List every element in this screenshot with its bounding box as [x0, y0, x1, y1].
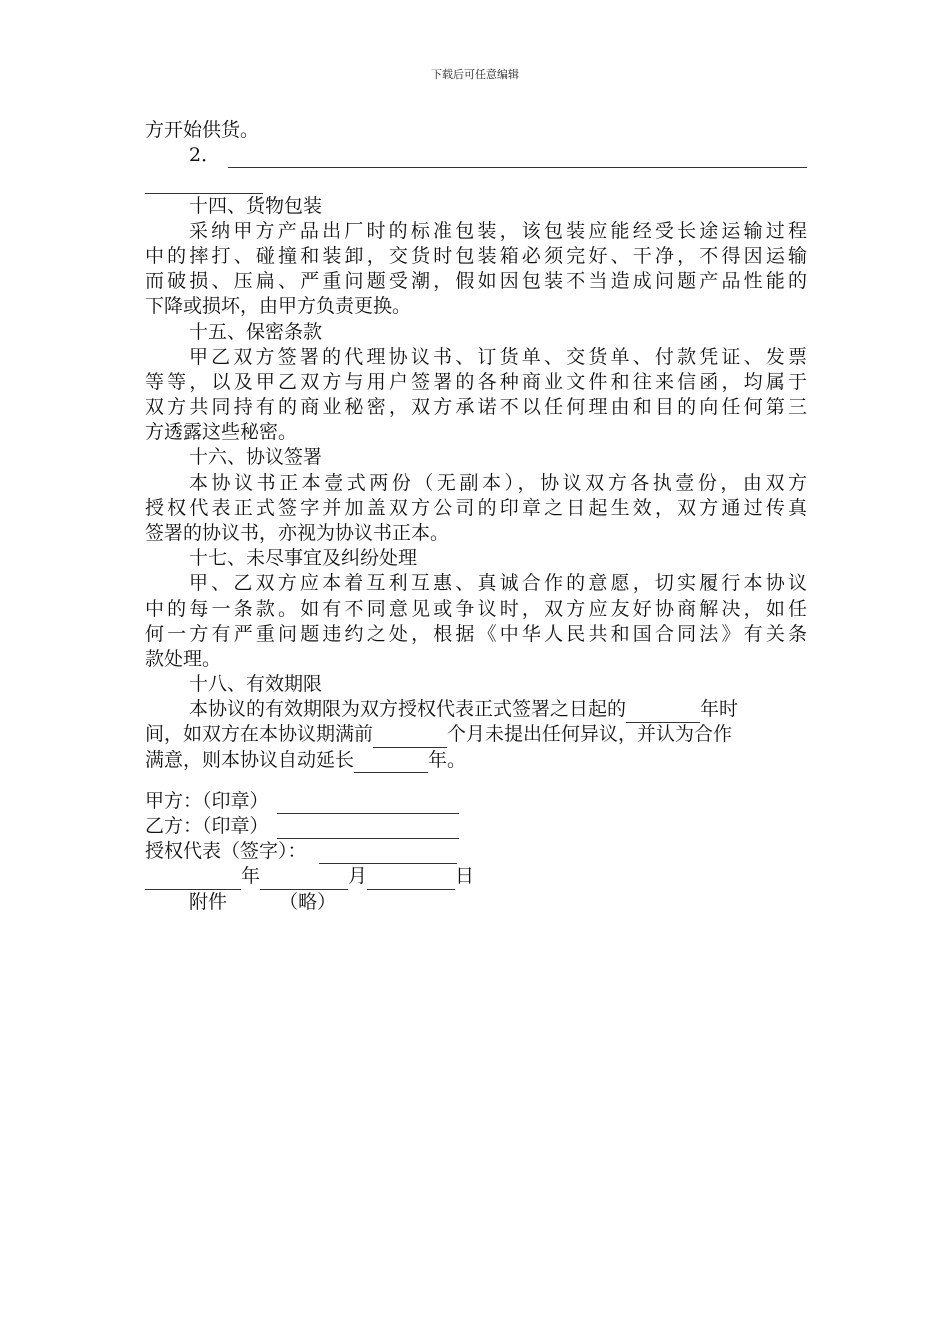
section-18-text: 本协议的有效期限为双方授权代表正式签署之日起的 — [189, 698, 627, 721]
item-2-row — [145, 143, 807, 168]
day-blank[interactable] — [367, 871, 455, 890]
month-blank[interactable] — [260, 871, 348, 890]
attachment-note: （略） — [279, 890, 337, 913]
day-label: 日 — [455, 865, 475, 888]
attachment-label: 附件 — [189, 890, 228, 913]
section-18-text: 年。 — [428, 748, 467, 771]
item-2-blank[interactable] — [228, 149, 807, 168]
page-header: 下载后可任意编辑 — [431, 68, 519, 81]
section-18-line — [145, 697, 807, 722]
attachment-row — [145, 890, 807, 915]
representative-row — [145, 839, 807, 864]
section-16-title: 十六、协议签署 — [189, 446, 323, 469]
section-14-line: 采纳甲方产品出厂时的标准包装，该包装应能经受长途运输过程 — [189, 219, 807, 242]
section-15-line: 甲乙双方签署的代理协议书、订货单、交货单、付款凭证、发票 — [189, 345, 807, 368]
term-years-blank[interactable] — [626, 704, 700, 723]
section-17-line: 中的每一条款。如有不同意见或争议时，双方应友好协商解决，如任 — [145, 597, 807, 620]
year-blank[interactable] — [145, 871, 241, 890]
section-16-line: 签署的协议书，亦视为协议书正本。 — [145, 522, 450, 544]
item-2-blank-continued[interactable] — [145, 175, 263, 194]
section-17-line: 款处理。 — [145, 647, 222, 670]
section-18-title: 十八、有效期限 — [189, 673, 323, 696]
party-a-row — [145, 789, 807, 814]
month-label: 月 — [348, 865, 368, 888]
notice-months-blank[interactable] — [373, 729, 447, 748]
section-18-text: 间，如双方在本协议期满前 — [145, 723, 374, 746]
representative-label: 授权代表（签字）： — [145, 840, 307, 863]
item-2-label: 2． — [189, 144, 221, 167]
party-b-row — [145, 814, 807, 839]
party-a-seal-blank[interactable] — [277, 795, 459, 814]
section-15-line: 等等，以及甲乙双方与用户签署的各种商业文件和往来信函，均属于 — [145, 370, 807, 393]
item-2-continuation — [145, 168, 807, 193]
party-b-seal-blank[interactable] — [277, 820, 459, 839]
document-body — [145, 118, 807, 915]
representative-signature-blank[interactable] — [319, 845, 457, 864]
section-18-line — [145, 748, 807, 773]
section-17-line: 何一方有严重问题违约之处，根据《中华人民共和国合同法》有关条 — [145, 622, 807, 645]
section-17-line: 甲、乙双方应本着互利互惠、真诚合作的意愿，切实履行本协议 — [189, 572, 807, 595]
section-15-title: 十五、保密条款 — [189, 320, 323, 343]
section-14-line: 中的摔打、碰撞和装卸，交货时包装箱必须完好、干净，不得因运输 — [145, 244, 807, 267]
section-18-text: 满意，则本协议自动延长 — [145, 748, 355, 771]
section-16-line: 授权代表正式签字并加盖双方公司的印章之日起生效，双方通过传真 — [145, 496, 807, 519]
party-b-label: 乙方：（印章） — [145, 815, 269, 838]
section-14-line: 下降或损坏，由甲方负责更换。 — [145, 295, 412, 318]
section-18-text: 个月未提出任何异议，并认为合作 — [447, 723, 733, 746]
section-17-title: 十七、未尽事宜及纠纷处理 — [189, 547, 418, 570]
paragraph-line: 方开始供货。 — [145, 119, 260, 141]
section-18-text: 年时 — [700, 698, 739, 721]
section-14-title: 十四、货物包装 — [189, 194, 323, 217]
section-14-line: 而破损、压扁、严重问题受潮，假如因包装不当造成问题产品性能的 — [145, 270, 807, 293]
section-16-line: 本协议书正本壹式两份（无副本），协议双方各执壹份，由双方 — [189, 471, 807, 494]
extension-years-blank[interactable] — [354, 754, 428, 773]
year-label: 年 — [241, 865, 261, 888]
section-15-line: 双方共同持有的商业秘密，双方承诺不以任何理由和目的向任何第三 — [145, 396, 807, 419]
party-a-label: 甲方：（印章） — [145, 789, 269, 812]
section-18-line — [145, 723, 807, 748]
section-15-line: 方透露这些秘密。 — [145, 421, 298, 444]
date-row — [145, 864, 807, 889]
